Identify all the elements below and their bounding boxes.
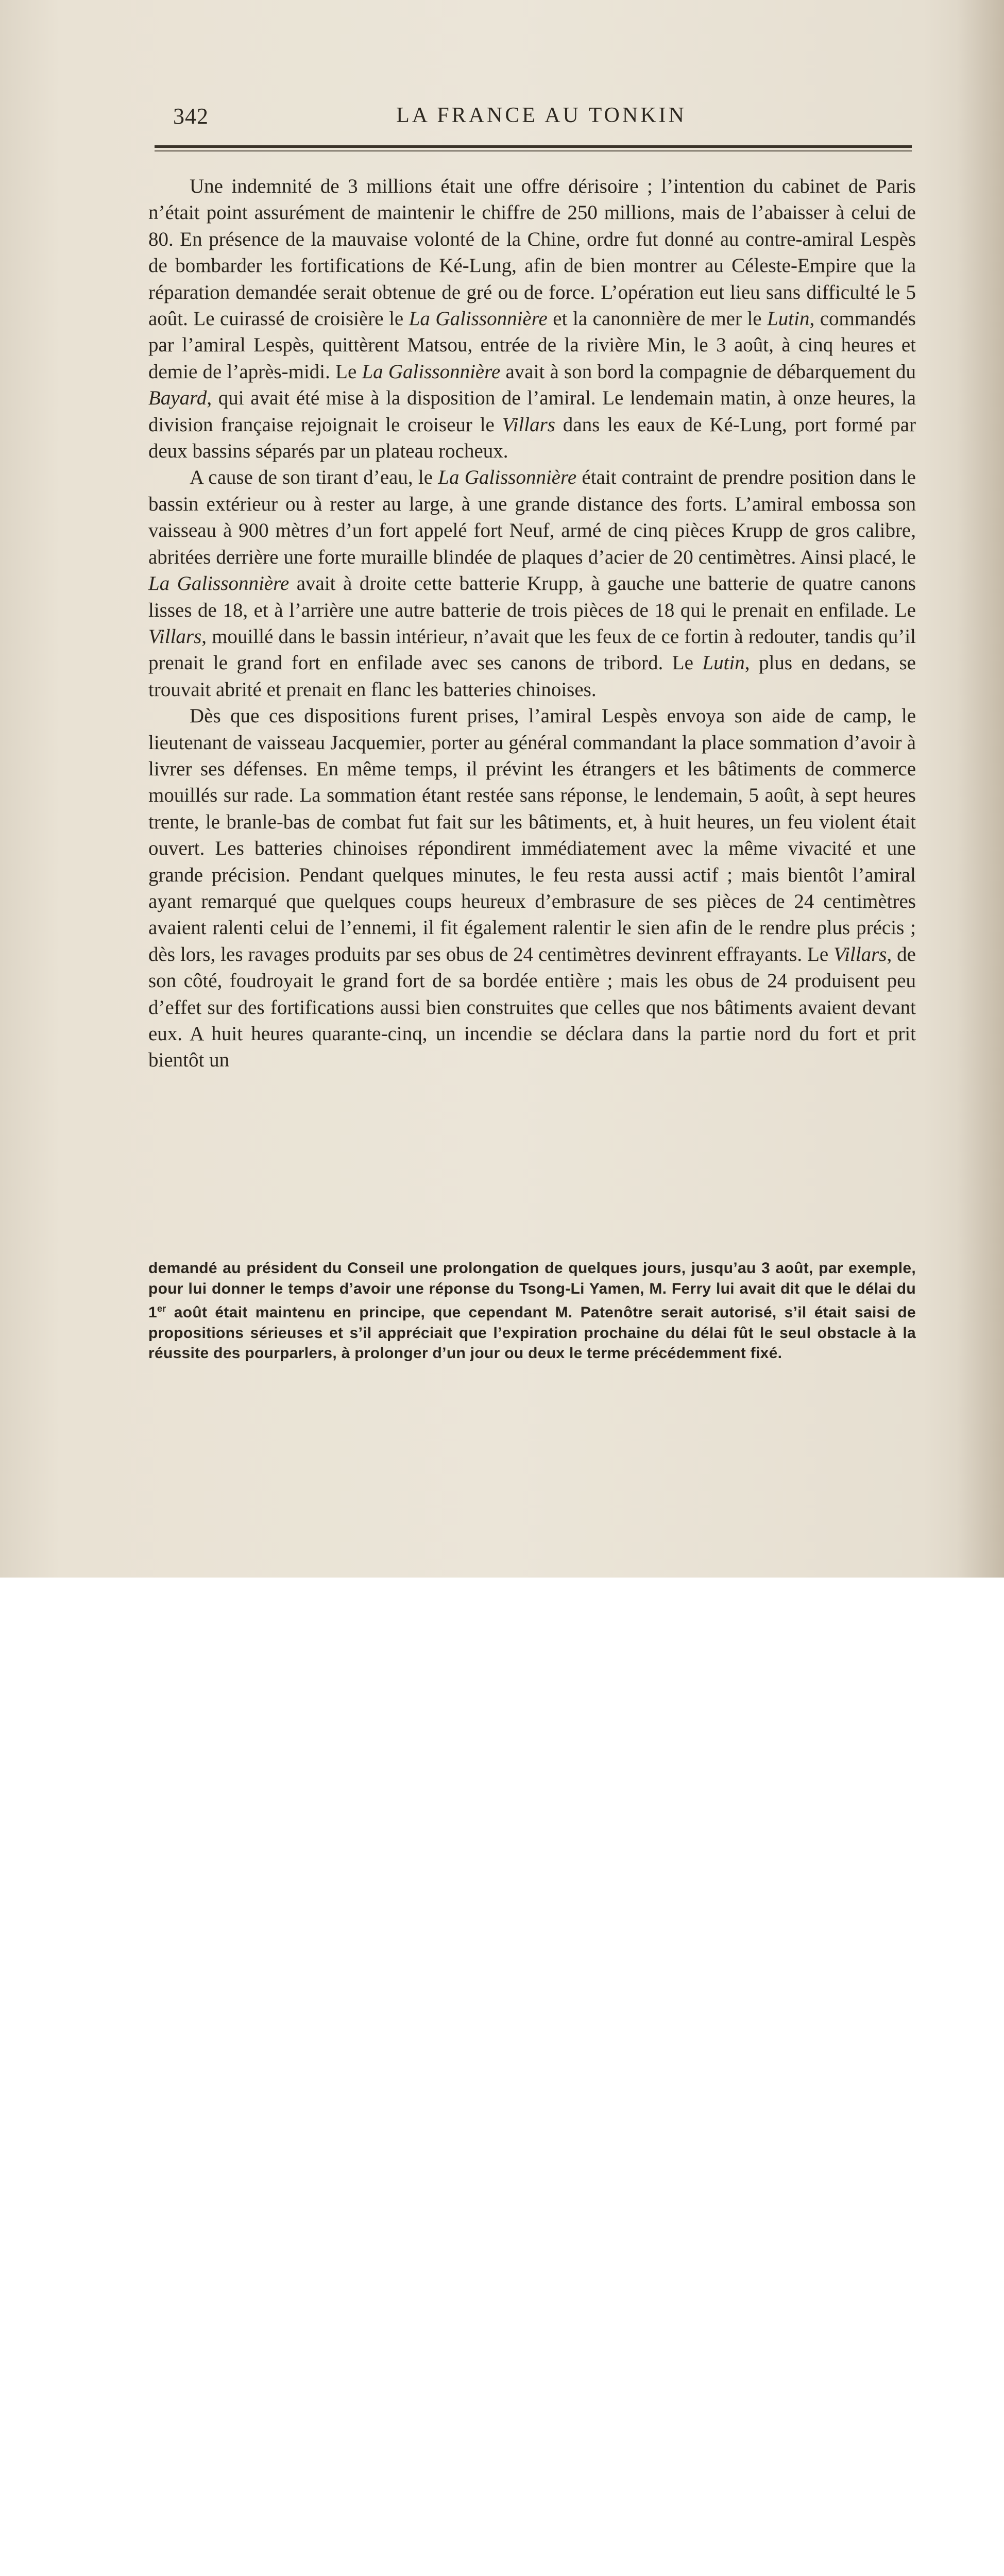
ship-name: Lutin [767, 308, 810, 330]
text-segment: avait à son bord la compagnie de débarquement du [500, 360, 916, 383]
footnote [148, 1258, 916, 1364]
text-segment: , commandés par l’amiral Lespès, quittèrent Matsou, entrée de la rivière Min, le 3 août, à cinq heures et demie de l’après-midi. Le [148, 308, 916, 383]
ship-name: La Galissonnière [362, 360, 501, 383]
ship-name: La Galissonnière [438, 466, 577, 489]
page-edge-shadow [958, 0, 1004, 1578]
text-segment: avait à droite cette batterie Krupp, à gauche une batterie de quatre canons lisses de 18, et à l’arrière une autre batterie de trois pièces de 18 qui le prenait en enfilade. Le [148, 572, 916, 621]
ship-name: Villars [148, 625, 202, 648]
body-text [148, 173, 916, 1074]
ship-name: La Galissonnière [148, 572, 290, 595]
running-head [173, 103, 910, 134]
ship-name: La Galissonnière [409, 308, 548, 330]
text-segment: était contraint de prendre position dans le bassin extérieur ou à rester au large, à une grande distance des forts. L’amiral embossa son vaisseau à 900 mètres d’un fort appelé fort Neuf, armé de cinq pièces Krupp de gros calibre, abritées derrière une forte muraille blindée de plaques d’acier de 20 centimètres. Ainsi placé, le [148, 466, 916, 568]
footnote-text-end: août était maintenu en principe, que cependant M. Patenôtre serait autorisé, s’il était saisi de propositions sérieuses et s’il appréciait que l’expiration prochaine du délai fût le seul obstacle à la réussite des pourparlers, à prolonger d’un jour ou deux le terme précédemment fixé. [148, 1304, 916, 1362]
text-segment: Une indemnité de 3 millions était une offre dérisoire ; l’intention du cabinet de Paris n’était point assurément de maintenir le chiffre de 250 millions, mais de l’abaisser à celui de 80. En présence de la mauvaise volonté de la Chine, ordre fut donné au contre-amiral Lespès de bombarder les fortifications de Ké-Lung, afin de bien montrer au Céleste-Empire que la réparation demandée serait obtenue de gré ou de force. L’opération eut lieu sans difficulté le 5 août. Le cuirassé de croisière le [148, 175, 916, 330]
paragraph-2 [148, 464, 916, 703]
text-segment: , qui avait été mise à la disposition de l’amiral. Le lendemain matin, à onze heures, la division française rejoignait le croiseur le [148, 387, 916, 436]
book-title: LA FRANCE AU TONKIN [396, 104, 687, 127]
text-segment: , de son côté, foudroyait le grand fort de sa bordée entière ; mais les obus de 24 produisent peu d’effet sur des fortifications aussi bien construites que celles que nos bâtiments avaient devant eux. A huit heures quarante-cinq, un incendie se déclara dans la partie nord du fort et prit bientôt un [148, 943, 916, 1072]
text-segment: A cause de son tirant d’eau, le [190, 466, 438, 489]
header-rule-thin [155, 150, 912, 151]
footnote-superscript: er [157, 1303, 166, 1314]
ship-name: Villars [833, 943, 887, 965]
ship-name: Villars [502, 413, 555, 436]
page-number: 342 [173, 104, 209, 129]
caption-band [0, 1578, 1004, 1734]
header-rule [155, 145, 912, 148]
text-segment: et la canonnière de mer le [547, 308, 768, 330]
text-segment: Dès que ces dispositions furent prises, l’amiral Lespès envoya son aide de camp, le lieutenant de vaisseau Jacquemier, porter au général commandant la place sommation d’avoir à livrer ses défenses. En même temps, il prévint les étrangers et les bâtiments de commerce mouillés sur rade. La sommation étant restée sans réponse, le lendemain, 5 août, à sept heures trente, le branle-bas de combat fut fait sur les bâtiments, et, à huit heures, un feu violent était ouvert. Les batteries chinoises répondirent immédiatement avec la même vivacité et une grande précision. Pendant quelques minutes, le feu resta aussi actif ; mais bientôt l’amiral ayant remarqué que quelques coups heureux d’embrasure de ses pièces de 24 centimètres avaient ralenti celui de l’ennemi, il fit également ralentir le sien afin de le rendre plus précis ; dès lors, les ravages produits par ses obus de 24 centimètres devinrent effrayants. Le [148, 705, 916, 965]
text-segment: , mouillé dans le bassin intérieur, n’avait que les feux de ce fortin à redouter, tandis qu’il prenait le grand fort en enfilade avec ses canons de tribord. Le [148, 625, 916, 674]
paragraph-1 [148, 173, 916, 464]
footnote-text-start: demandé au président du Conseil une prolongation de quelques jours, jusqu’au 3 août, par exemple, pour lui donner le temps d’avoir une réponse du Tsong-Li Yamen, M. Ferry lui avait dit que le délai du 1 [148, 1260, 916, 1321]
text-segment: , plus en dedans, se trouvait abrité et prenait en flanc les batteries chinoises. [148, 652, 916, 701]
ship-name: Bayard [148, 387, 207, 410]
text-segment: dans les eaux de Ké-Lung, port formé par deux bassins séparés par un plateau rocheux. [148, 413, 916, 463]
paragraph-3 [148, 703, 916, 1074]
ship-name: Lutin [702, 652, 745, 674]
